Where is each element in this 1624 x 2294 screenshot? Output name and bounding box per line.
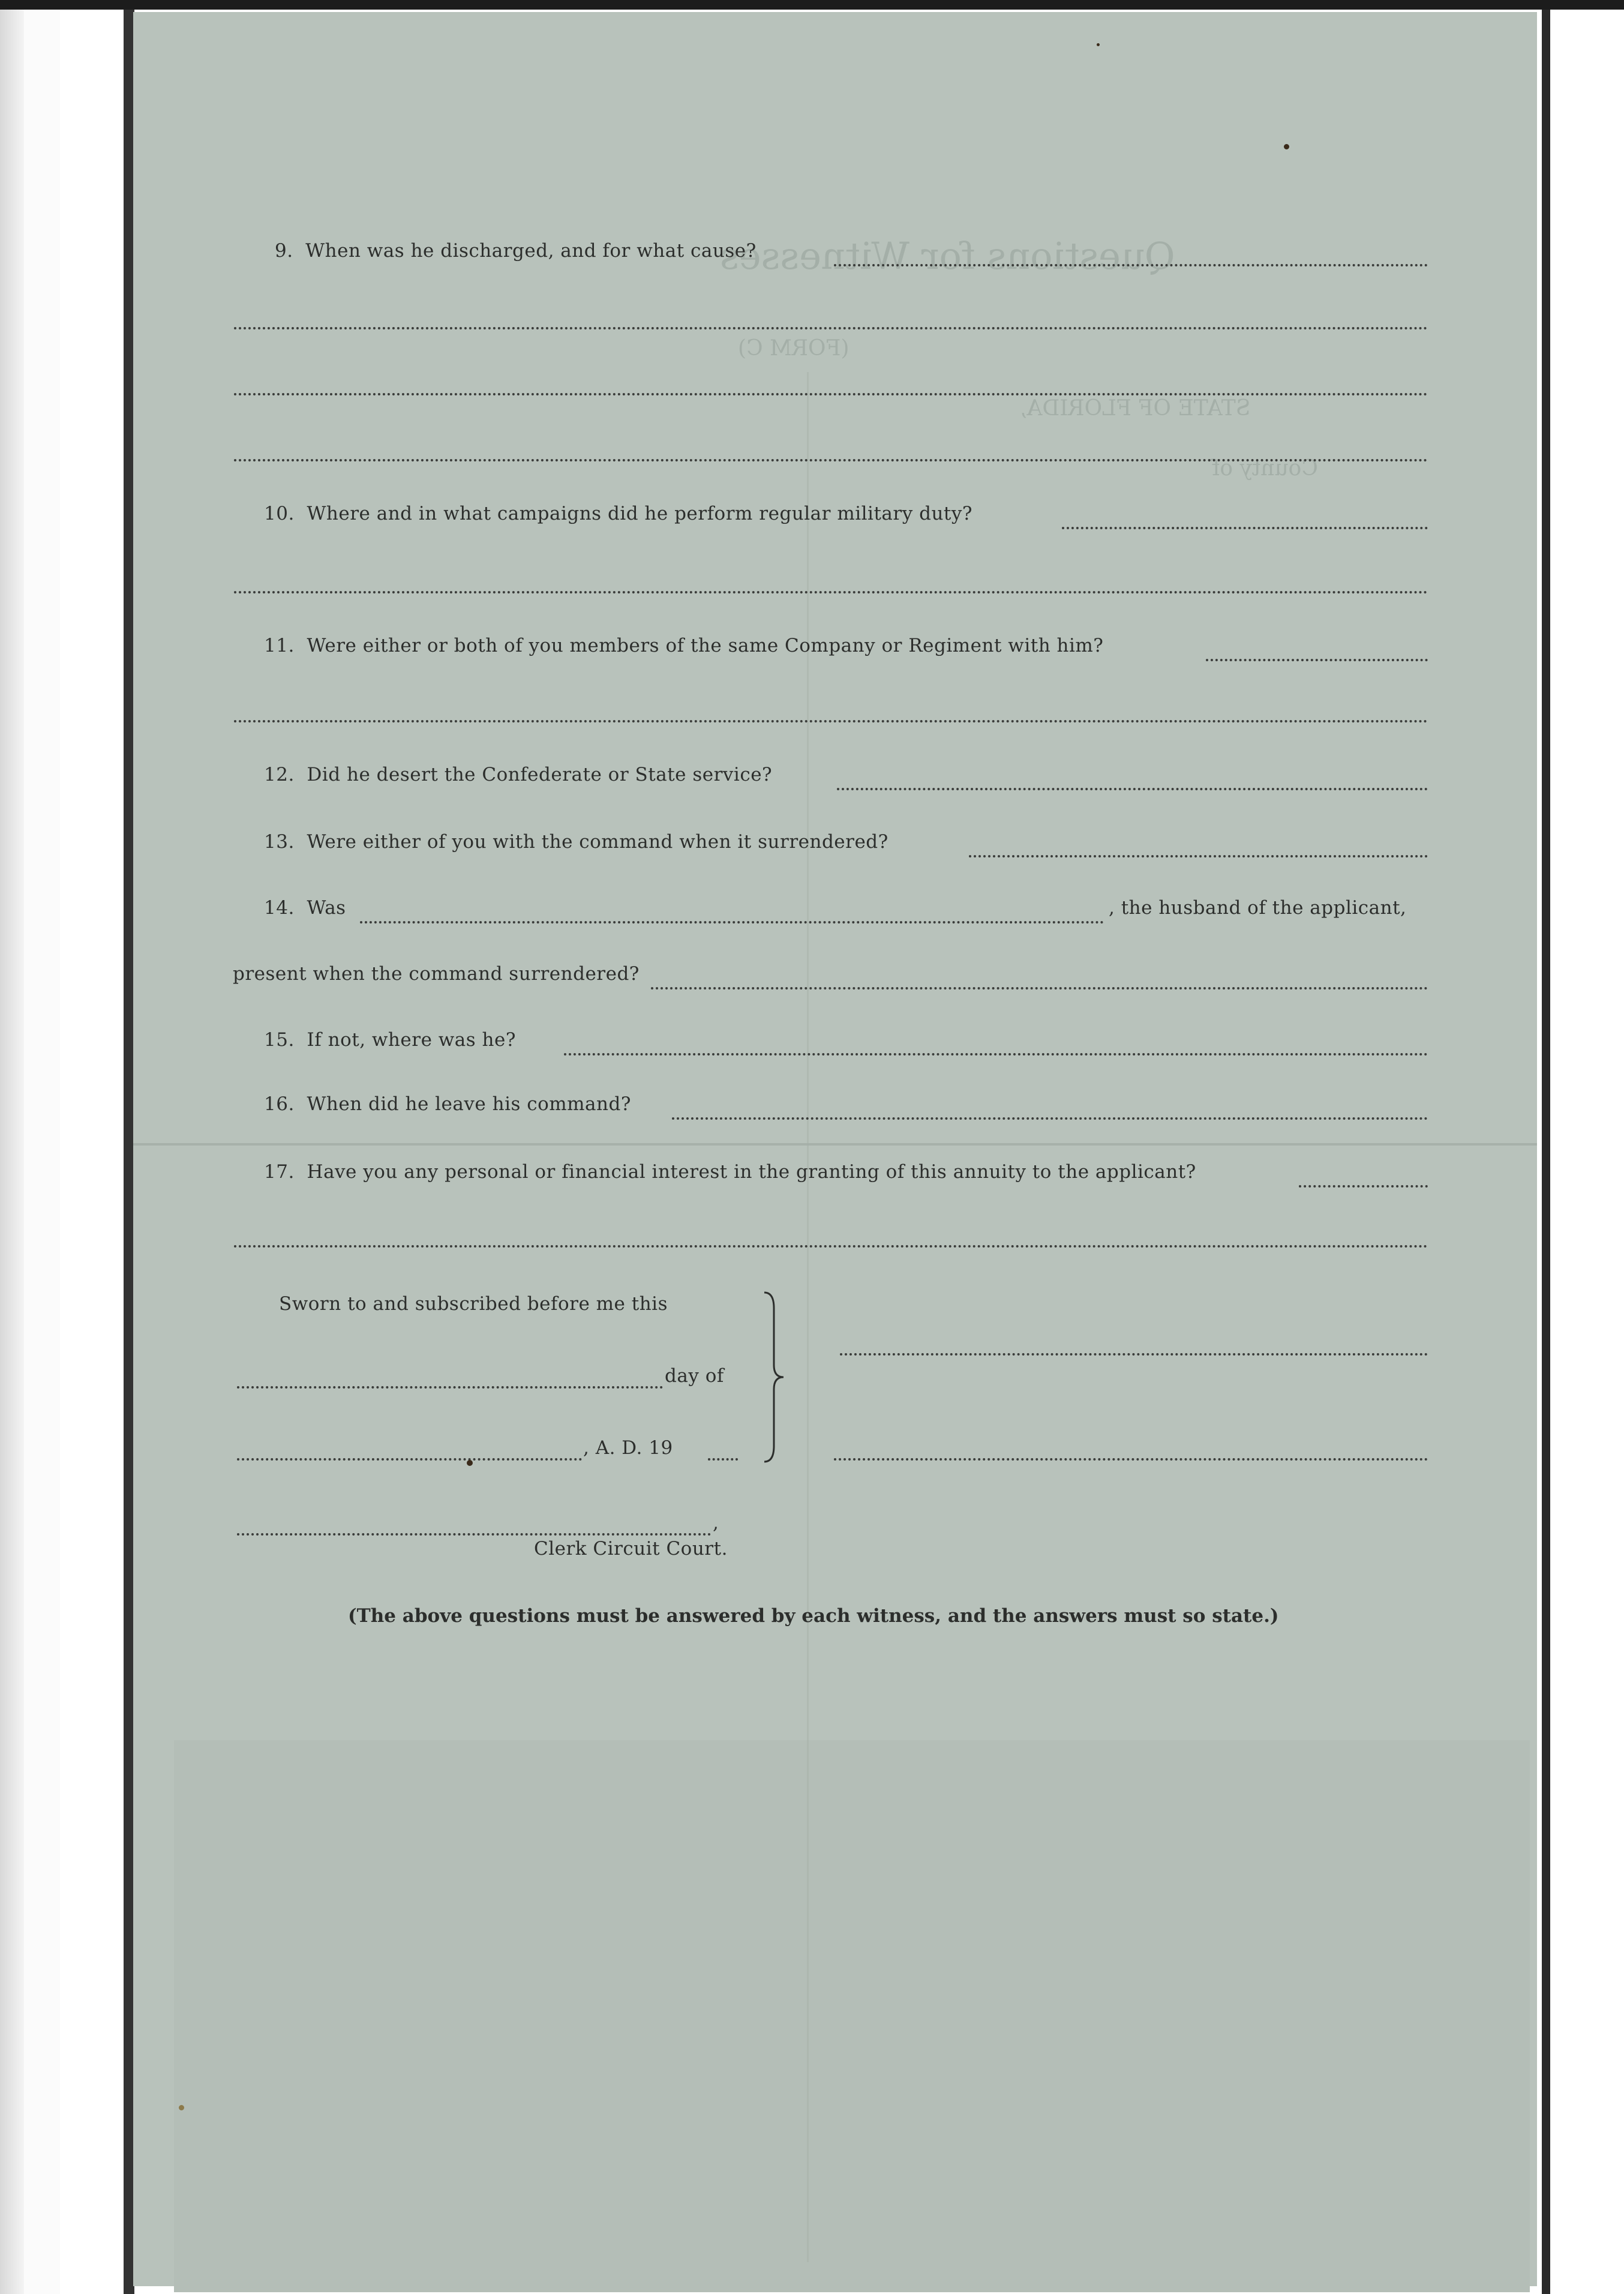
- question-text: Were either of you with the command when it surrendered?: [307, 831, 888, 853]
- question-number: 9.: [275, 240, 293, 262]
- jurat-day-of: day of: [665, 1365, 724, 1387]
- jurat-day-line: [237, 1386, 663, 1389]
- bleed-through-county: County of: [1212, 456, 1318, 481]
- answer-line: [672, 1117, 1428, 1120]
- answer-line: [234, 720, 1428, 722]
- paper-fold-horizontal: [133, 1143, 1537, 1145]
- answer-line: [234, 393, 1428, 395]
- bleed-through-form: (FORM C): [738, 336, 849, 361]
- question-number: 14.: [264, 897, 295, 919]
- jurat-brace: [762, 1290, 786, 1464]
- question-text: Have you any personal or financial interest in the granting of this annuity to the applicant?: [307, 1161, 1196, 1183]
- question-text: When did he leave his command?: [307, 1093, 631, 1115]
- question-15: [264, 1029, 516, 1051]
- bleed-through-state: STATE OF FLORIDA,: [1020, 396, 1251, 421]
- scan-strip: [24, 0, 60, 2294]
- answer-line: [1299, 1185, 1428, 1188]
- jurat-year-line: [708, 1458, 738, 1461]
- question-text: Did he desert the Confederate or State service?: [307, 764, 773, 785]
- paper-speck: [179, 2105, 184, 2110]
- question-number: 10.: [264, 503, 295, 524]
- question-14: [264, 897, 346, 919]
- paper-speck: [1284, 144, 1289, 149]
- question-number: 12.: [264, 764, 295, 785]
- answer-line: [234, 327, 1428, 329]
- jurat-month-line: [237, 1458, 582, 1461]
- question-10: [264, 503, 972, 524]
- clerk-signature-line: [237, 1533, 711, 1536]
- bleed-through-title: Questions for Witnesses: [720, 234, 1175, 278]
- answer-line: [651, 987, 1428, 989]
- scan-top-border: [0, 0, 1624, 10]
- answer-line: [234, 591, 1428, 593]
- question-14-continued: , the husband of the applicant,: [1109, 897, 1407, 919]
- question-text: If not, where was he?: [307, 1029, 516, 1051]
- answer-line: [564, 1053, 1428, 1055]
- question-12: [264, 764, 772, 785]
- question-number: 11.: [264, 635, 295, 656]
- question-text: Were either or both of you members of the same Company or Regiment with him?: [307, 635, 1104, 656]
- question-number: 17.: [264, 1161, 295, 1183]
- answer-line: [234, 1245, 1428, 1248]
- question-17: [264, 1161, 1196, 1183]
- answer-line: [969, 855, 1428, 857]
- clerk-title: Clerk Circuit Court.: [534, 1538, 728, 1560]
- question-text: Where and in what campaigns did he perform regular military duty?: [307, 503, 972, 524]
- question-number: 13.: [264, 831, 295, 853]
- question-16: [264, 1093, 631, 1115]
- paper-speck: [467, 1460, 473, 1466]
- question-text: When was he discharged, and for what cause?: [305, 240, 757, 262]
- witness-signature-line: [834, 1458, 1428, 1461]
- question-number: 16.: [264, 1093, 295, 1115]
- clerk-line-comma: ,: [713, 1512, 719, 1534]
- jurat-ad: , A. D. 19: [583, 1437, 673, 1459]
- witness-instruction: (The above questions must be answered by each witness, and the answers must so state.): [348, 1605, 1279, 1627]
- question-13: [264, 831, 888, 853]
- question-text: Was: [307, 897, 346, 919]
- answer-line: [1062, 527, 1428, 529]
- scan-edge: [0, 0, 24, 2294]
- answer-line: [837, 788, 1428, 790]
- question-14-continued-line: present when the command surrendered?: [233, 963, 640, 985]
- answer-line: [1206, 659, 1428, 661]
- jurat-sworn-line: Sworn to and subscribed before me this: [279, 1293, 668, 1315]
- answer-line: [360, 921, 1104, 923]
- form-paper-lower-sheet: [174, 1740, 1530, 2292]
- witness-signature-line: [840, 1353, 1428, 1356]
- paper-speck: [1097, 43, 1100, 46]
- question-number: 15.: [264, 1029, 295, 1051]
- answer-line: [234, 459, 1428, 461]
- question-11: [264, 635, 1103, 656]
- question-9: [275, 240, 757, 262]
- answer-line: [834, 264, 1428, 266]
- scan-right-shadow: [1542, 10, 1550, 2294]
